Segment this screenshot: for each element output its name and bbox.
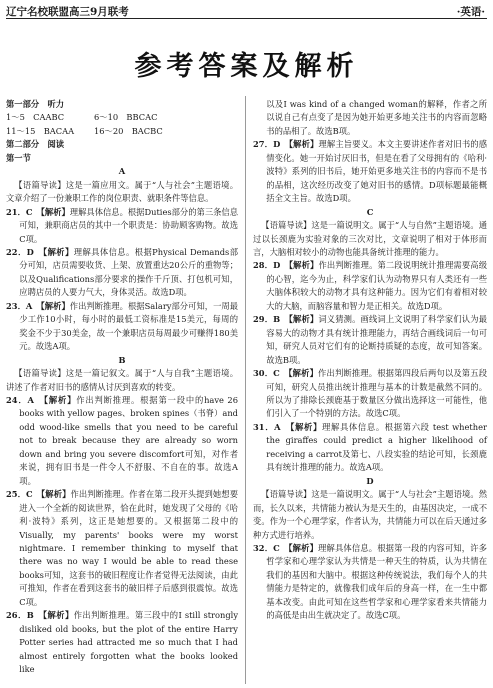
explanation-text: 理解具体信息。根据第一段的内容可知，许多哲学家和心理学家认为共情是一种天生的特质，认为共情在我们的基因和大脑中。根据这种传统说法，我们每个人的共情能力是特定的，就像我们成年后的身高一样，在一生中都基本改变。由此可知在这些哲学家和心理学家看来共情能力的高低是由出生就决定了。故选C项。 [266, 542, 487, 621]
answer-explanation [253, 313, 487, 367]
question-tag: 23．A 【解析】 [6, 300, 70, 311]
answer-explanation [6, 394, 238, 488]
explanation-text: 作出判断推理。根据第四段后两句以及第五段可知，研究人员推出统计推理与基本的计数是截然不同的。所以为了排除长颈鹿基于数量区分做出选择这一可能性，他们引入了一个特别的方法。故选C项。 [266, 368, 487, 419]
subject-label: ·英语· [456, 6, 485, 18]
question-tag: 25．C 【解析】 [6, 489, 71, 500]
answer-explanation [253, 542, 487, 623]
question-tag: 21．C 【解析】 [6, 206, 70, 217]
explanation-text: 作出判断推理。第二段说明统计推理需要高级的心智，迄今为止，科学家们认为动物界只有人类还有一些大脑体积较大的动物才具有这种能力。因为它们有着相对较大的大脑，而脑容量和智力是正相关。故选D项。 [266, 260, 487, 311]
page-header [6, 3, 487, 19]
passage-intro: 【语篇导读】这是一篇记叙文。属于“人与自我”主题语境。讲述了作者对旧书的感情从讨厌到喜欢的转变。 [6, 368, 238, 392]
answer-row [6, 111, 238, 124]
answer-key: 11～15 BACAA [6, 125, 75, 136]
passage-letter: C [366, 206, 374, 217]
answer-explanation [6, 206, 238, 246]
explanation-text: 理解具体信息。根据第六段 test whether the giraffes could predict a higher likelihood of receiving a carrot及第七、八段实验的结论可知，长颈鹿具有统计推理的能力。故选A项。 [266, 421, 487, 473]
column-divider [245, 96, 246, 684]
passage-letter: A [118, 166, 126, 177]
question-tag: 27．D 【解析】 [253, 139, 319, 150]
answer-explanation [6, 246, 238, 300]
passage-letter: D [366, 475, 374, 486]
explanation-text: 理解主旨要义。本文主要讲述作者对旧书的感情变化。她一开始讨厌旧书，但是在看了父母拥有的《哈利·波特》系列的旧书后，她开始更多地关注书的内容而不是书的品相，这次经历改变了她对旧书的感情。D项标题最能概括全文主旨。故选D项。 [266, 139, 487, 204]
explanation-text: 理解具体信息。根据Duties部分的第三条信息可知，兼职商店员的其中一个职责是：协助顾客购物。故选C项。 [19, 206, 239, 244]
answer-key: 16～20 BACBC [94, 125, 163, 136]
question-tag: 30．C 【解析】 [253, 368, 319, 379]
passage-intro: 【语篇导读】这是一篇说明文。属于“人与自然”主题语境。通过以长颈鹿为实验对象的三次对比，文章说明了相对于体形而言，大脑相对较小的动物也能具备统计推理的能力。 [253, 220, 487, 257]
answer-explanation [6, 300, 238, 354]
explanation-text: 作出判断推理。第三段中的I still strongly disliked old books, but the plot of the entire Harry Potter series had attracted me so much that I had almost entirely forgotten what the books looked like [19, 610, 238, 675]
question-tag: 31．A 【解析】 [253, 421, 322, 432]
answer-explanation [6, 488, 238, 609]
explanation-text: 作出判断推理。根据Salary部分可知，一周最少工作10小时，每小时的最低工资标准是15美元，每周的奖金不少于30美金，故一个兼职店员每周最少可赚得180美元。故选A项。 [19, 300, 238, 352]
exam-name: 辽宁名校联盟高三9月联考 [6, 6, 129, 18]
explanation-text: 作出判断推理。根据第一段中的have 26 books with yellow pages、broken spines（书脊）and odd wood-like smells that you need to be careful not to break because they are already so worn down and bring you severe discomfort可知，对作者来说，拥有旧书是一件令人不舒服、不自在的事。故选A项。 [19, 394, 238, 486]
page-title: 参考答案及解析 [134, 51, 359, 82]
question-tag: 24．A 【解析】 [6, 394, 77, 405]
answer-key: 6～10 BBCAC [94, 112, 158, 123]
passage-intro: 【语篇导读】这是一篇说明文。属于“人与社会”主题语境。然而，长久以来，共情能力被认为是天生的，由基因决定，一成不变。作为一个心理学家，作者认为，共情能力可以在后天通过多种方式进行培养。 [253, 489, 487, 540]
answer-explanation [253, 138, 487, 205]
passage-letter: B [118, 354, 126, 365]
header-rule [6, 18, 487, 19]
question-tag: 29．B 【解析】 [253, 314, 319, 325]
answer-explanation [6, 609, 238, 676]
answer-explanation [253, 421, 487, 475]
question-tag: 22．D 【解析】 [6, 246, 74, 257]
part2-heading: 第二部分 阅读 [6, 139, 65, 150]
question-tag: 32．C 【解析】 [253, 542, 319, 553]
answer-explanation [253, 367, 487, 421]
left-column [6, 98, 238, 676]
question-tag: 26．B 【解析】 [6, 610, 74, 621]
section1-heading: 第一节 [6, 152, 31, 163]
explanation-continued: 以及I was kind of a changed woman的解释，作者之所以说自己有点变了是因为她开始更多地关注书的内容而忽略书的品相了。故选B项。 [266, 99, 487, 136]
part1-heading: 第一部分 听力 [6, 99, 65, 109]
answer-row [6, 125, 238, 138]
explanation-text: 理解具体信息。根据Physical Demands部分可知，店员需要收货、上架、放置重达20公斤的重物等；以及Qualifications部分要求的操作千斤顶、打包机可知，应聘店员的人要力气大，身体灵活。故选D项。 [19, 246, 239, 298]
passage-intro: 【语篇导读】这是一篇应用文。属于“人与社会”主题语境。文章介绍了一份兼职工作的岗位职责、就职条件等信息。 [6, 179, 238, 204]
answer-explanation [253, 259, 487, 313]
explanation-text: 词义猜测。画线词上文说明了科学家们认为最容易大的动物才具有统计推理能力，再结合画线词后一句可知，研究人员对它们有的论断持质疑的态度，故可知答案。故选B项。 [266, 314, 487, 365]
explanation-text: 作出判断推理。作者在第二段开头提到她想要进入一个全新的阅读世界，恰在此时，她发现了父母的《哈利·波特》系列，这正是她想要的。又根据第二段中的Visually, my parents' books were my worst nightmare. I remember thinking to myself that there was no way I would be able to read these books可知，这套书的破旧程度让作者觉得无法阅读，由此可推知，作者在看到这套书的破旧样子后感到很震惊。故选C项。 [19, 489, 238, 607]
answer-key: 1～5 CAABC [6, 112, 65, 123]
question-tag: 28．D 【解析】 [253, 260, 319, 271]
right-column [253, 98, 487, 623]
